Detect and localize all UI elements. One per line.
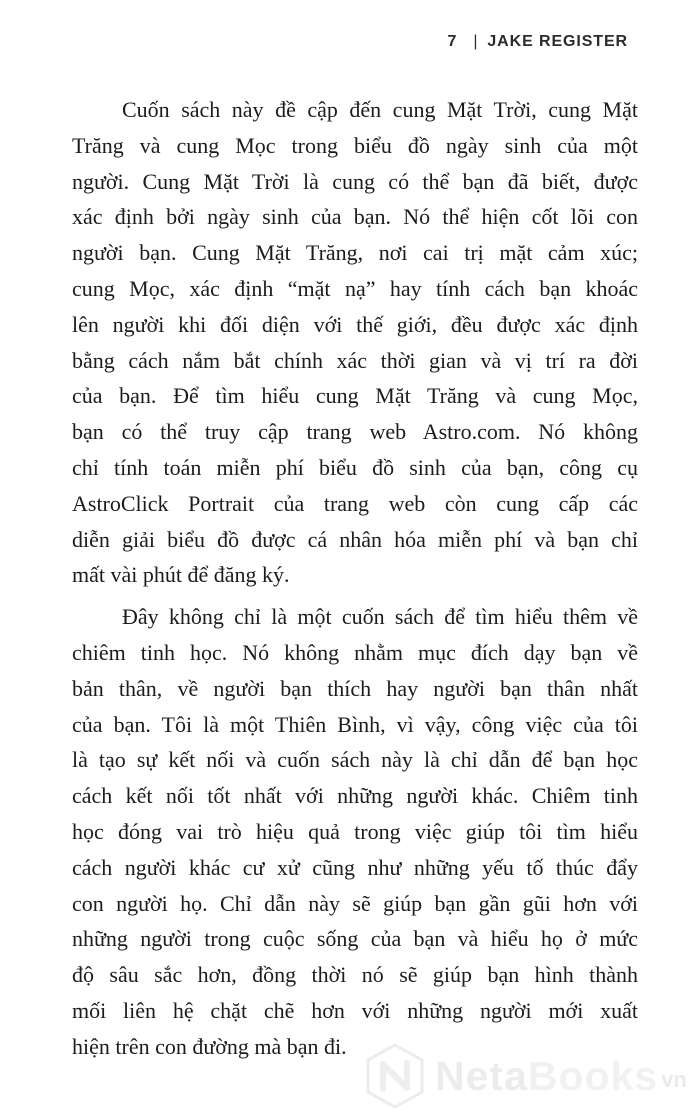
watermark-suffix: vn bbox=[661, 1067, 687, 1092]
text-line: chiêm tinh học. Nó không nhằm mục đích dạy bạn về bbox=[72, 639, 638, 665]
text-line: con người họ. Chỉ dẫn này sẽ giúp bạn gần gũi hơn với bbox=[72, 890, 638, 916]
text-line: độ sâu sắc hơn, đồng thời nó sẽ giúp bạn hình thành bbox=[72, 962, 638, 988]
text-line: Cuốn sách này đề cập đến cung Mặt Trời, cung Mặt bbox=[122, 97, 638, 122]
text-line: của bạn. Để tìm hiểu cung Mặt Trăng và cung Mọc, bbox=[72, 383, 638, 409]
text-line: người bạn. Cung Mặt Trăng, nơi cai trị mặt cảm xúc; bbox=[72, 240, 638, 266]
text-line: cách kết nối tốt nhất với những người khác. Chiêm tinh bbox=[72, 783, 638, 809]
page-number: 7 bbox=[447, 33, 458, 50]
text-line: cách người khác cư xử cũng như những yếu tố thúc đẩy bbox=[72, 854, 638, 880]
text-line: người. Cung Mặt Trời là cung có thể bạn đã biết, được bbox=[72, 168, 638, 194]
text-line: AstroClick Portrait của trang web còn cung cấp các bbox=[72, 490, 638, 516]
watermark-brand-primary: Neta bbox=[435, 1052, 528, 1099]
paragraph bbox=[72, 599, 638, 1064]
page-header bbox=[448, 33, 629, 51]
text-line: mối liên hệ chặt chẽ hơn với những người mới xuất bbox=[72, 997, 638, 1023]
body-text bbox=[72, 92, 638, 1065]
text-line: là tạo sự kết nối và cuốn sách này là chỉ dẫn để bạn học bbox=[72, 747, 638, 773]
text-line: những người trong cuộc sống của bạn và hiểu họ ở mức bbox=[72, 926, 638, 952]
text-line: hiện trên con đường mà bạn đi. bbox=[72, 1033, 347, 1059]
text-line: Đây không chỉ là một cuốn sách để tìm hiểu thêm về bbox=[122, 604, 638, 630]
watermark-brand-secondary: Books bbox=[527, 1052, 659, 1099]
text-line: bản thân, về người bạn thích hay người bạn thân nhất bbox=[72, 675, 638, 701]
text-line: học đóng vai trò hiệu quả trong việc giúp tôi tìm hiểu bbox=[72, 818, 638, 844]
text-line: lên người khi đối diện với thế giới, đều được xác định bbox=[72, 311, 638, 337]
text-line: Trăng và cung Mọc trong biểu đồ ngày sinh của một bbox=[72, 132, 638, 158]
text-line: mất vài phút để đăng ký. bbox=[72, 562, 290, 588]
text-line: diễn giải biểu đồ được cá nhân hóa miễn phí và bạn chỉ bbox=[72, 526, 638, 552]
text-line: của bạn. Tôi là một Thiên Bình, vì vậy, công việc của tôi bbox=[72, 711, 638, 737]
text-line: cung Mọc, xác định “mặt nạ” hay tính cách bạn khoác bbox=[72, 275, 638, 301]
text-line: bằng cách nắm bắt chính xác thời gian và vị trí ra đời bbox=[72, 347, 638, 373]
text-line: bạn có thể truy cập trang web Astro.com. Nó không bbox=[72, 419, 638, 445]
text-line: chỉ tính toán miễn phí biểu đồ sinh của bạn, công cụ bbox=[72, 454, 638, 480]
paragraph bbox=[72, 92, 638, 593]
author-name: JAKE REGISTER bbox=[487, 33, 628, 50]
header-separator: | bbox=[473, 33, 479, 50]
text-line: xác định bởi ngày sinh của bạn. Nó thể hiện cốt lõi con bbox=[72, 204, 638, 230]
